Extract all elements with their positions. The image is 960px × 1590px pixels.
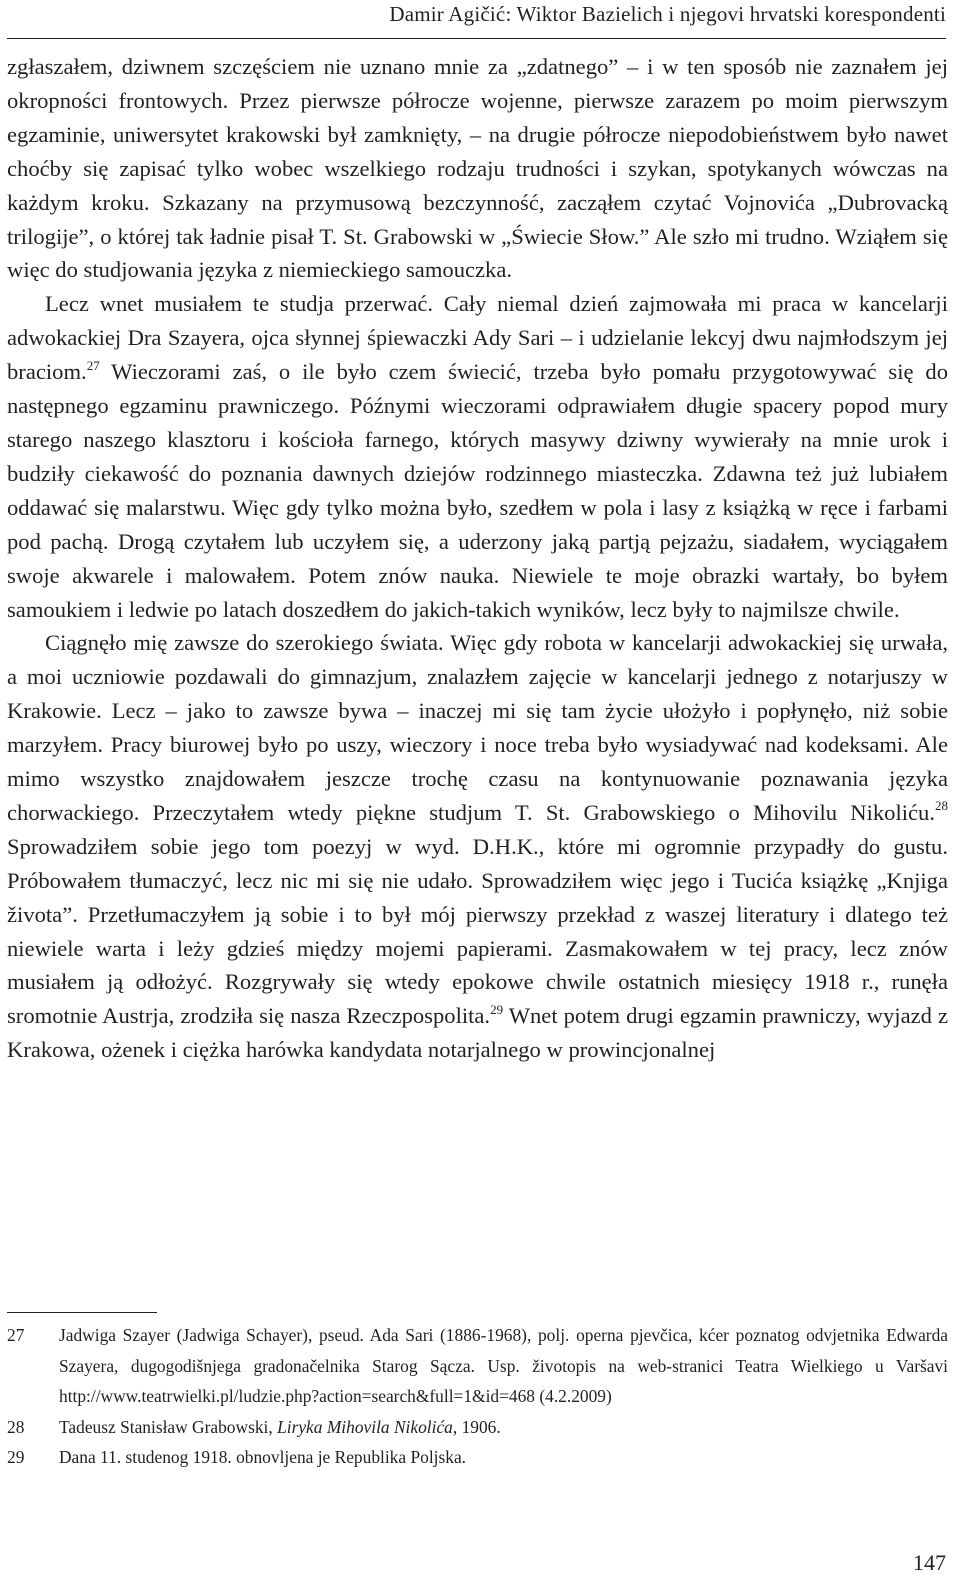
footnote-year: , 1906. xyxy=(452,1416,501,1437)
footnote-29 xyxy=(7,1442,948,1473)
footnote-text: Jadwiga Szayer (Jadwiga Schayer), pseud. Ada Sari (1886-1968), polj. operna pjevčica, kćer poznatog odvjetnika Edwarda Szayera, dugogodišnjega gradonačelnika Starog Sącza. Usp. životopis na web-stranici Teatra Wielkiego u Varšavi http://www.teatrwielki.pl/ludzie.php?action=search&full=1&id=468 (4.2.2009) xyxy=(59,1325,948,1406)
paragraph-2-text-b: Wieczorami zaś, o ile było czem świecić, trzeba było pomału przygotowywać się do następnego egzaminu prawniczego. Późnymi wieczorami odprawiałem długie spacery popod mury starego naszego klasztoru i kościoła farnego, których masywy dziwny wywierały na mnie urok i budziły ciekawość do poznania dawnych dziejów rodzinnego miasteczka. Zdawna też już lubiałem oddawać się malarstwu. Więc gdy tylko można było, szedłem w pola i lasy z książką w ręce i farbami pod pachą. Drogą czytałem lub uczyłem się, a uderzony jaką partją pejzażu, siadałem, wyciągałem swoje akwarele i malowałem. Potem znów nauka. Niewiele te moje obrazki wartały, bo byłem samoukiem i ledwie po latach doszedłem do jakich-takich wyników, lecz były to najmilsze chwile. xyxy=(7,359,948,622)
footnote-ref-28[interactable]: 28 xyxy=(935,798,948,814)
paragraph-3-text-b: Sprowadziłem sobie jego tom poezyj w wyd. D.H.K., które mi ogromnie przypadły do gustu. Próbowałem tłumaczyć, lecz nic mi się nie udało. Sprowadziłem więc jego i Tucića książkę „Knjiga života”. Przetłumaczyłem ją sobie i to był mój pierwszy przekład z waszej literatury i dlatego też niewiele warta i leży gdzieś między mojemi papierami. Zasmakowałem w tej pracy, lecz znów musiałem ją odłożyć. Rozgrywały się wtedy epokowe chwile ostatnich miesięcy 1918 r., runęła sromotnie Austrja, zrodziła się nasza Rzeczpospolita. xyxy=(7,833,948,1029)
paragraph-3 xyxy=(7,626,948,1067)
paragraph-1 xyxy=(7,50,948,287)
paragraph-2 xyxy=(7,287,948,626)
footnote-number: 27 xyxy=(7,1325,25,1345)
footnote-text: Dana 11. studenog 1918. obnovljena je Republika Poljska. xyxy=(59,1447,467,1467)
paragraph-3-text-c: Wnet potem drugi egzamin prawniczy, wyjazd z Krakowa, ożenek i ciężka harówka kandydata notarjalnego w prowincjonalnej xyxy=(7,1003,948,1063)
running-header: Damir Agičić: Wiktor Bazielich i njegovi hrvatski korespondenti xyxy=(389,2,946,26)
footnote-28 xyxy=(7,1412,948,1443)
footnote-ref-27[interactable]: 27 xyxy=(86,357,100,373)
footnote-27 xyxy=(7,1320,948,1412)
footnotes xyxy=(7,1320,948,1473)
footnote-book-title: Liryka Mihovila Nikolića xyxy=(277,1416,453,1437)
footnote-text xyxy=(59,1412,948,1443)
footnote-number: 29 xyxy=(7,1447,25,1467)
header-rule xyxy=(7,38,946,39)
main-text xyxy=(7,50,948,1067)
page-number: 147 xyxy=(913,1550,946,1575)
footnote-number: 28 xyxy=(7,1416,25,1437)
paragraph-1-text: zgłaszałem, dziwnem szczęściem nie uznano mnie za „zdatnego” – i w ten sposób nie zaznałem jej okropności frontowych. Przez pierwsze półrocze wojenne, pierwsze zarazem po moim pierwszym egzaminie, uniwersytet krakowski był zamknięty, – na drugie półrocze niepodobieństwem było nawet choćby się zapisać tylko wobec wszelkiego rodzaju trudności i szykan, spotykanych wówczas na każdym kroku. Szkazany na przymusową bezczynność, zacząłem czytać Vojnovića „Dubrovacką trilogije”, o której tak ładnie pisał T. St. Grabowski w „Świecie Słow.” Ale szło mi trudno. Wziąłem się więc do studjowania języka z niemieckiego samouczka. xyxy=(7,54,948,283)
paragraph-2-text-a: Lecz wnet musiałem te studja przerwać. Cały niemal dzień zajmowała mi praca w kancelarji adwokackiej Dra Szayera, ojca słynnej śpiewaczki Ady Sari – i udzielanie lekcyj dwu najmłodszym jej braciom. xyxy=(7,291,948,385)
footnote-rule xyxy=(7,1312,157,1313)
footnote-ref-29[interactable]: 29 xyxy=(490,1001,504,1017)
footnote-author: Tadeusz Stanisław Grabowski, xyxy=(59,1416,278,1437)
paragraph-3-text-a: Ciągnęło mię zawsze do szerokiego świata. Więc gdy robota w kancelarji adwokackiej się urwała, a moi uczniowie pozdawali do gimnazjum, znalazłem zajęcie w kancelarji jednego z notarjuszy w Krakowie. Lecz – jako to zawsze bywa – inaczej mi się tam życie ułożyło i popłynęło, niż sobie marzyłem. Pracy biurowej było po uszy, wieczory i noce treba było wysiadywać nad kodeksami. Ale mimo wszystko znajdowałem jeszcze trochę czasu na kontynuowanie poznawania języka chorwackiego. Przeczytałem wtedy piękne studjum T. St. Grabowskiego o Mihovilu Nikoliću. xyxy=(7,630,948,825)
